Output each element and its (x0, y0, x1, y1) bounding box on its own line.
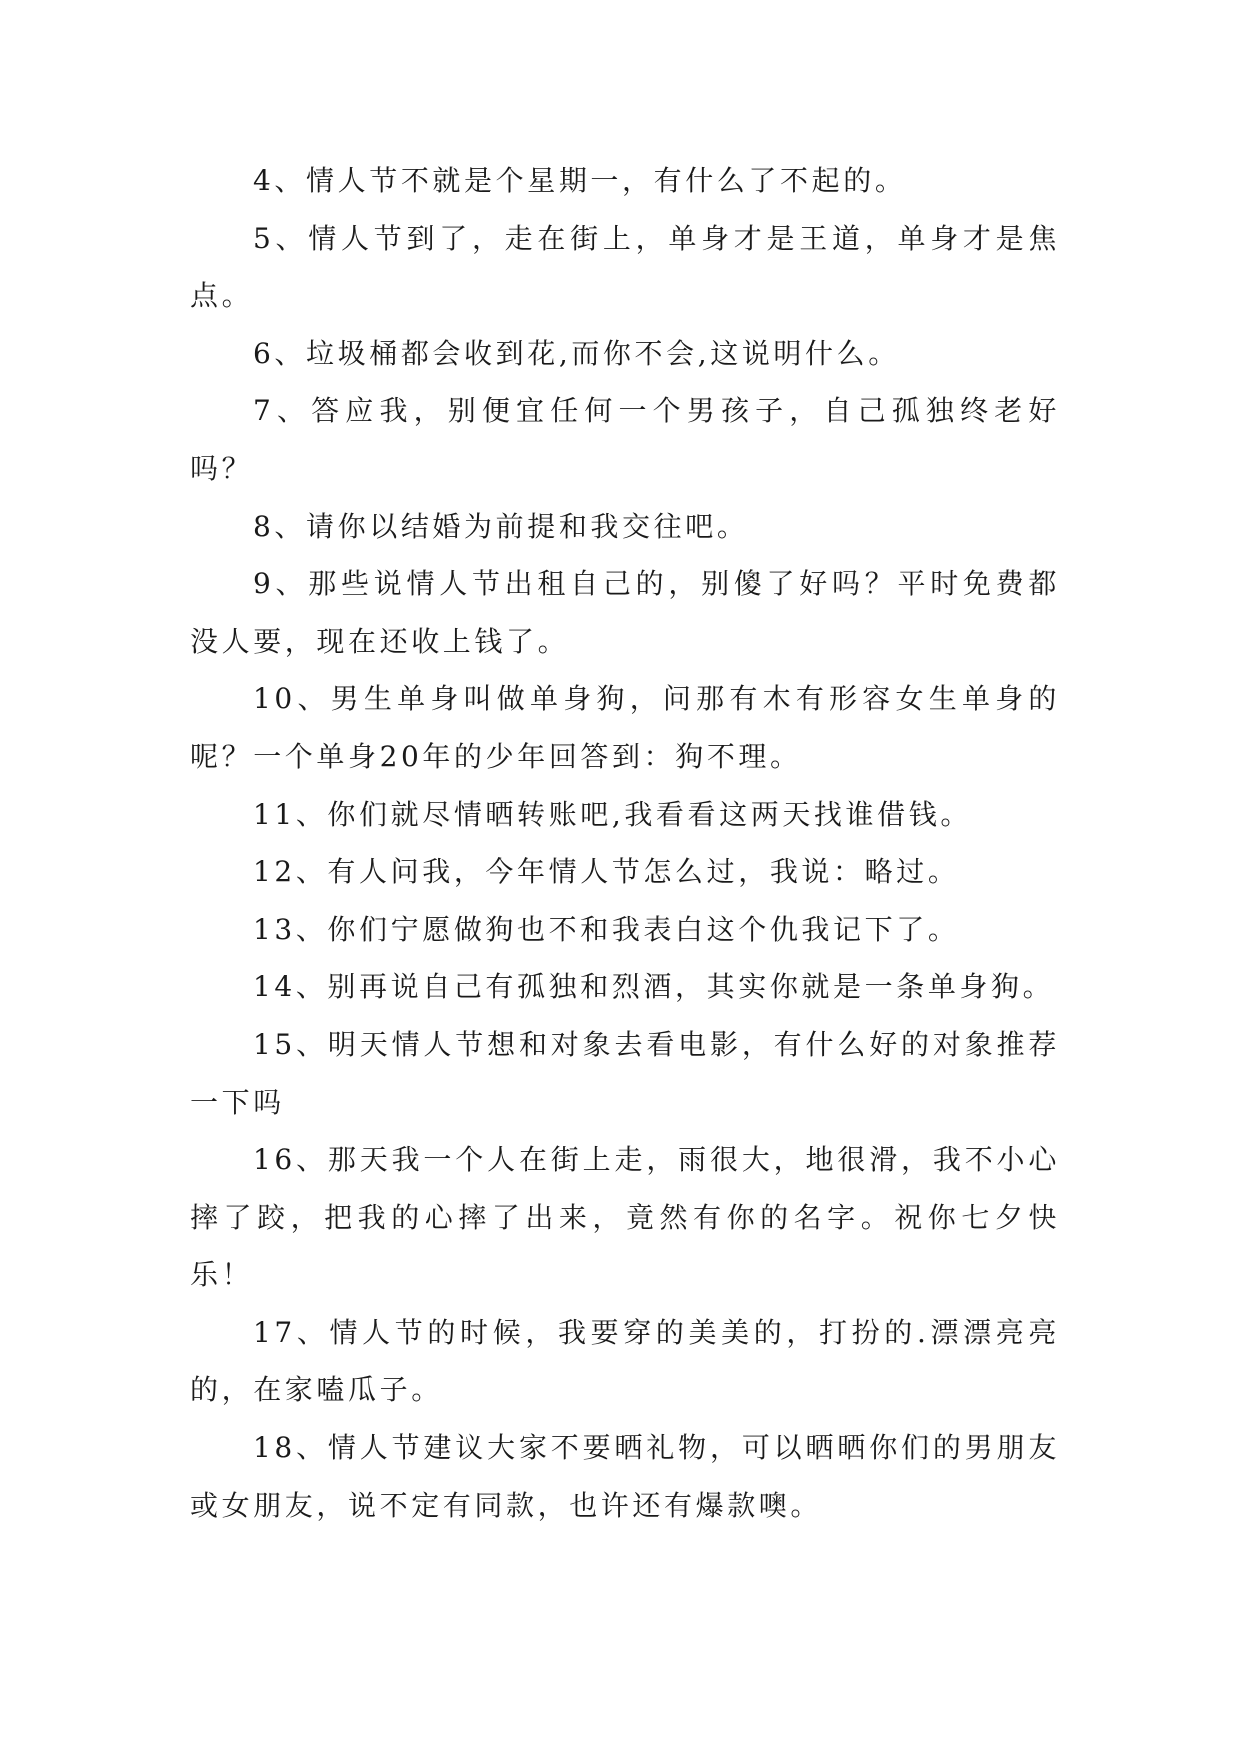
paragraph-16: 16、那天我一个人在街上走，雨很大，地很滑，我不小心摔了跤，把我的心摔了出来，竟然有你的名字。祝你七夕快乐！ (190, 1143, 1060, 1292)
paragraph-9: 9、那些说情人节出租自己的，别傻了好吗？平时免费都没人要，现在还收上钱了。 (190, 567, 1060, 658)
paragraph-8: 8、请你以结婚为前提和我交往吧。 (253, 509, 749, 543)
paragraph-5: 5、情人节到了，走在街上，单身才是王道，单身才是焦点。 (190, 221, 1060, 313)
paragraph-11: 11、你们就尽情晒转账吧,我看看这两天找谁借钱。 (253, 797, 972, 831)
paragraph-15: 15、明天情人节想和对象去看电影，有什么好的对象推荐一下吗 (190, 1027, 1060, 1119)
paragraph-14: 14、别再说自己有孤独和烈酒，其实你就是一条单身狗。 (253, 970, 1055, 1004)
paragraph-13: 13、你们宁愿做狗也不和我表白这个仇我记下了。 (253, 912, 960, 946)
paragraph-17: 17、情人节的时候，我要穿的美美的，打扮的.漂漂亮亮的，在家嗑瓜子。 (190, 1315, 1060, 1407)
paragraph-6: 6、垃圾桶都会收到花,而你不会,这说明什么。 (253, 336, 900, 370)
document-body (190, 152, 1060, 1534)
paragraph-10: 10、男生单身叫做单身狗，问那有木有形容女生单身的呢？一个单身20年的少年回答到：狗不理。 (190, 682, 1060, 773)
paragraph-12: 12、有人问我，今年情人节怎么过，我说：略过。 (253, 855, 960, 889)
paragraph-4: 4、情人节不就是个星期一，有什么了不起的。 (253, 164, 907, 197)
paragraph-18: 18、情人节建议大家不要晒礼物，可以晒晒你们的男朋友或女朋友，说不定有同款，也许还有爆款噢。 (190, 1431, 1060, 1522)
paragraph-7: 7、答应我，别便宜任何一个男孩子，自己孤独终老好吗？ (190, 394, 1060, 485)
